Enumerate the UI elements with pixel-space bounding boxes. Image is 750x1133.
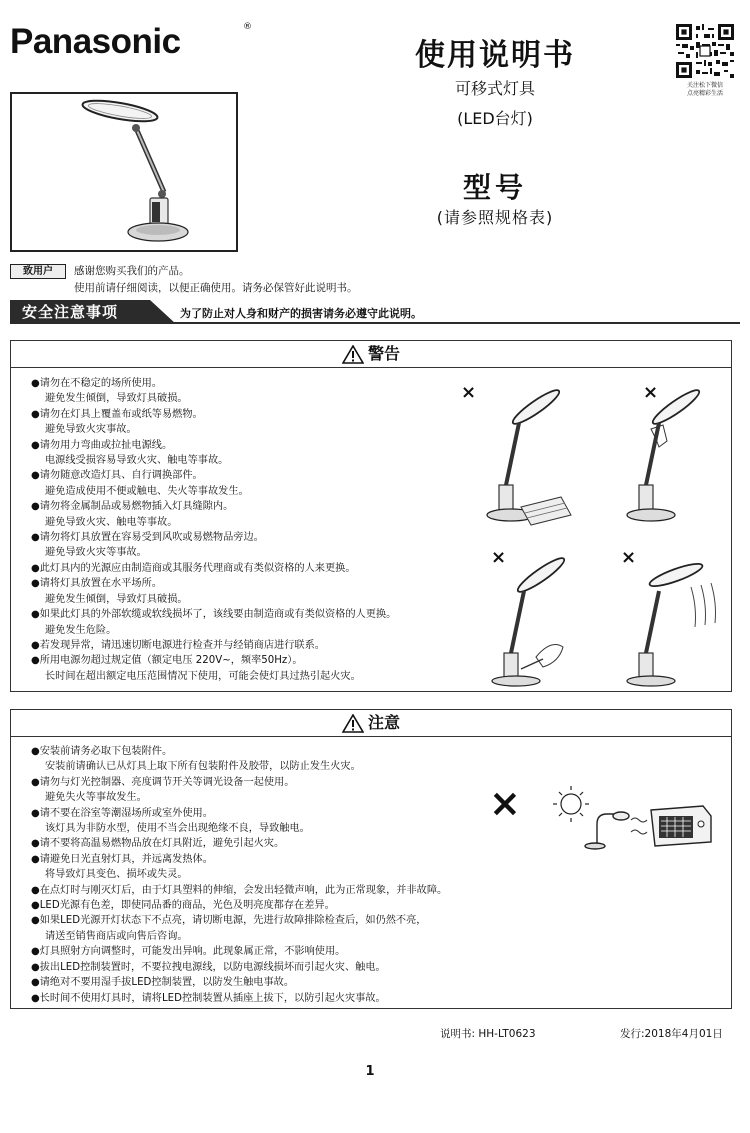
warning-item-16 <box>31 623 396 638</box>
caution-item-text: 请绝对不要用湿手拔LED控制装置，以防发生触电事故。 <box>39 977 295 989</box>
caution-item-text: 请勿与灯光控制器、亮度调节开关等调光设备一起使用。 <box>39 776 295 788</box>
warning-panel <box>10 340 732 692</box>
caution-item-text: 灯具照射方向调整时，可能发出异响。此现象属正常，不影响使用。 <box>39 946 346 958</box>
caution-item-text: 该灯具为非防水型，使用不当会出现绝缘不良，导致触电。 <box>45 823 310 835</box>
bullet-icon: ● <box>31 655 40 667</box>
warning-item-text: 避免导致火灾、触电等事故。 <box>45 516 178 528</box>
warning-item-text: 避免导致火灾事故。 <box>45 424 137 436</box>
qr-caption-1: 关注松下微信 <box>686 82 723 89</box>
warning-item-7 <box>31 484 396 499</box>
desk-lamp-illustration <box>12 94 236 250</box>
warning-item-9 <box>31 515 396 530</box>
caution-item-3 <box>31 790 447 805</box>
covering-cloth-illustration <box>627 382 702 521</box>
warning-item-text: 如果此灯具的外部软缆或软线损坏了，该线要由制造商或有类似资格的人更换。 <box>39 609 397 621</box>
bullet-icon: ● <box>31 532 40 544</box>
bullet-icon: ● <box>31 378 40 389</box>
warning-cross-icon-4: × <box>621 547 637 568</box>
warning-item-8 <box>31 499 396 514</box>
qr-code-icon[interactable] <box>676 24 734 78</box>
warning-item-text: 避免导致火灾等事故。 <box>45 547 147 559</box>
caution-item-text: LED光源有色差，即使同品番的商品，光色及明亮度都存在差异。 <box>39 900 335 912</box>
warning-title: 警告 <box>367 344 400 363</box>
warning-item-19 <box>31 669 396 684</box>
warning-cross-icon-3: × <box>491 547 507 568</box>
warning-item-text: 请勿用力弯曲或拉扯电源线。 <box>39 439 173 451</box>
warning-item-text: 若发现异常，请迅速切断电源进行检查并与经销商店进行联系。 <box>39 639 325 651</box>
caution-item-13 <box>31 944 447 959</box>
sun-icon <box>553 786 589 822</box>
warning-item-text: 此灯具内的光源应由制造商或其服务代理商或有类似资格的人来更换。 <box>39 562 356 574</box>
warning-item-text: 请勿随意改造灯具、自行调换部件。 <box>39 470 203 482</box>
warning-item-text: 避免发生倾倒，导致灯具破损。 <box>45 393 188 405</box>
caution-item-4 <box>31 806 447 821</box>
warning-item-text: 电源线受损容易导致火灾、触电等事故。 <box>45 455 229 467</box>
bullet-icon: ● <box>31 439 40 451</box>
caution-item-8 <box>31 867 447 882</box>
caution-item-14 <box>31 960 447 975</box>
caution-item-text: 请避免日光直射灯具，并远离发热体。 <box>39 853 213 865</box>
warning-triangle-icon <box>342 345 364 364</box>
warning-item-12 <box>31 561 396 576</box>
warning-item-6 <box>31 468 396 483</box>
product-type: (LED台灯) <box>457 109 533 128</box>
bullet-icon: ● <box>31 900 40 912</box>
product-image-frame <box>10 92 238 252</box>
warning-item-text: 请勿在不稳定的场所使用。 <box>39 378 162 389</box>
warning-item-0 <box>31 376 396 391</box>
bullet-icon: ● <box>31 408 40 420</box>
caution-illustration <box>489 776 723 856</box>
caution-item-5 <box>31 821 447 836</box>
heater-icon <box>651 806 711 846</box>
caution-cross-icon: × <box>489 781 521 825</box>
warning-cross-icon-1: × <box>461 382 477 403</box>
caution-item-text: 请不要将高温易燃物品放在灯具附近，避免引起火灾。 <box>39 838 285 850</box>
caution-item-12 <box>31 929 447 944</box>
warning-item-1 <box>31 391 396 406</box>
caution-item-10 <box>31 898 447 913</box>
bullet-icon: ● <box>31 562 40 574</box>
warning-item-3 <box>31 422 396 437</box>
bullet-icon: ● <box>31 501 40 513</box>
caution-list <box>31 744 447 1006</box>
warning-item-10 <box>31 530 396 545</box>
bullet-icon: ● <box>31 838 40 850</box>
caution-item-11 <box>31 913 447 928</box>
caution-item-text: 在点灯时与刚灭灯后，由于灯具塑料的伸缩，会发出轻微声响，此为正常现象，并非故障。 <box>39 884 448 896</box>
caution-header <box>11 710 731 737</box>
document-subtitle: 可移式灯具 <box>454 79 535 98</box>
caution-panel <box>10 709 732 1009</box>
bullet-icon: ● <box>31 977 40 989</box>
caution-item-text: 拔出LED控制装置时，不要拉拽电源线，以防电源线损坏而引起火灾、触电。 <box>39 961 386 973</box>
warning-item-text: 避免发生危险。 <box>45 624 117 636</box>
warning-item-text: 长时间在超出额定电压范围情况下使用，可能会使灯具过热引起火灾。 <box>45 670 361 682</box>
warning-item-5 <box>31 453 396 468</box>
warning-item-text: 请将灯具放置在水平场所。 <box>39 578 162 590</box>
issue-date: 发行:2018年4月01日 <box>620 1028 723 1040</box>
warning-item-text: 所用电源勿超过规定值（额定电压 220V~，频率50Hz）。 <box>39 655 303 667</box>
brand-logo: Panasonic <box>10 22 181 61</box>
document-number: 说明书: HH-LT0623 <box>440 1028 536 1040</box>
warning-item-2 <box>31 407 396 422</box>
user-notice-tag: 致用户 <box>10 264 66 279</box>
metal-insertion-illustration <box>491 547 567 686</box>
bullet-icon: ● <box>31 746 40 757</box>
caution-triangle-icon <box>342 714 364 733</box>
small-lamp-icon <box>585 812 629 849</box>
caution-item-9 <box>31 883 447 898</box>
caution-item-0 <box>31 744 447 759</box>
caution-item-6 <box>31 836 447 851</box>
page-number: 1 <box>365 1064 375 1079</box>
warning-item-text: 请勿将灯具放置在容易受到风吹或易燃物品旁边。 <box>39 532 264 544</box>
warning-header <box>11 341 731 368</box>
bullet-icon: ● <box>31 884 40 896</box>
warning-item-text: 请勿在灯具上覆盖布或纸等易燃物。 <box>39 408 203 420</box>
caution-item-1 <box>31 759 447 774</box>
bullet-icon: ● <box>31 609 40 621</box>
caution-item-text: 安装前请务必取下包装附件。 <box>39 746 173 757</box>
warning-item-15 <box>31 607 396 622</box>
warning-illustrations <box>451 377 727 687</box>
caution-item-text: 请不要在浴室等潮湿场所或室外使用。 <box>39 807 213 819</box>
model-note: (请参照规格表) <box>436 208 554 227</box>
warning-item-13 <box>31 576 396 591</box>
caution-item-text: 长时间不使用灯具时，请将LED控制装置从插座上拔下，以防引起火灾事故。 <box>39 992 386 1004</box>
caution-item-text: 避免失火等事故发生。 <box>45 792 147 804</box>
user-notice-line-1: 感谢您购买我们的产品。 <box>74 265 190 277</box>
registered-mark: ® <box>243 22 252 32</box>
bullet-icon: ● <box>31 776 40 788</box>
warning-cross-icon-2: × <box>643 382 659 403</box>
warning-item-text: 避免发生倾倒，导致灯具破损。 <box>45 593 188 605</box>
warning-item-18 <box>31 653 396 668</box>
user-notice-line-2: 使用前请仔细阅读，以便正确使用。请务必保管好此说明书。 <box>74 282 358 294</box>
document-title: 使用说明书 <box>415 38 575 73</box>
bullet-icon: ● <box>31 807 40 819</box>
warning-list <box>31 376 396 684</box>
caution-item-2 <box>31 775 447 790</box>
bullet-icon: ● <box>31 915 40 927</box>
bullet-icon: ● <box>31 946 40 958</box>
bullet-icon: ● <box>31 853 40 865</box>
caution-item-16 <box>31 991 447 1006</box>
warning-item-17 <box>31 638 396 653</box>
caution-item-text: 请送至销售商店或向售后咨询。 <box>45 930 188 942</box>
caution-item-text: 如果LED光源开灯状态下不点亮，请切断电源，先进行故障排除检查后，如仍然不亮， <box>39 915 427 927</box>
unstable-place-illustration <box>461 382 571 525</box>
safety-note: 为了防止对人身和财产的损害请务必遵守此说明。 <box>180 307 422 320</box>
caution-item-15 <box>31 975 447 990</box>
warning-item-11 <box>31 545 396 560</box>
warning-item-text: 请勿将金属制品或易燃物插入灯具缝隙内。 <box>39 501 234 513</box>
near-curtain-illustration <box>621 547 716 686</box>
warning-item-14 <box>31 592 396 607</box>
warning-item-text: 避免造成使用不便或触电、失火等事故发生。 <box>45 485 249 497</box>
bullet-icon: ● <box>31 961 40 973</box>
caution-title: 注意 <box>367 713 400 732</box>
bullet-icon: ● <box>31 470 40 482</box>
caution-item-text: 将导致灯具变色、损坏或失灵。 <box>45 869 188 881</box>
bullet-icon: ● <box>31 578 40 590</box>
safety-heading: 安全注意事项 <box>22 303 119 321</box>
caution-item-7 <box>31 852 447 867</box>
qr-caption-2: 点亮精彩生活 <box>686 90 723 97</box>
bullet-icon: ● <box>31 992 40 1004</box>
model-label: 型号 <box>462 171 527 204</box>
warning-item-4 <box>31 438 396 453</box>
caution-item-text: 安装前请确认已从灯具上取下所有包装附件及胶带，以防止发生火灾。 <box>45 761 361 773</box>
bullet-icon: ● <box>31 639 40 651</box>
